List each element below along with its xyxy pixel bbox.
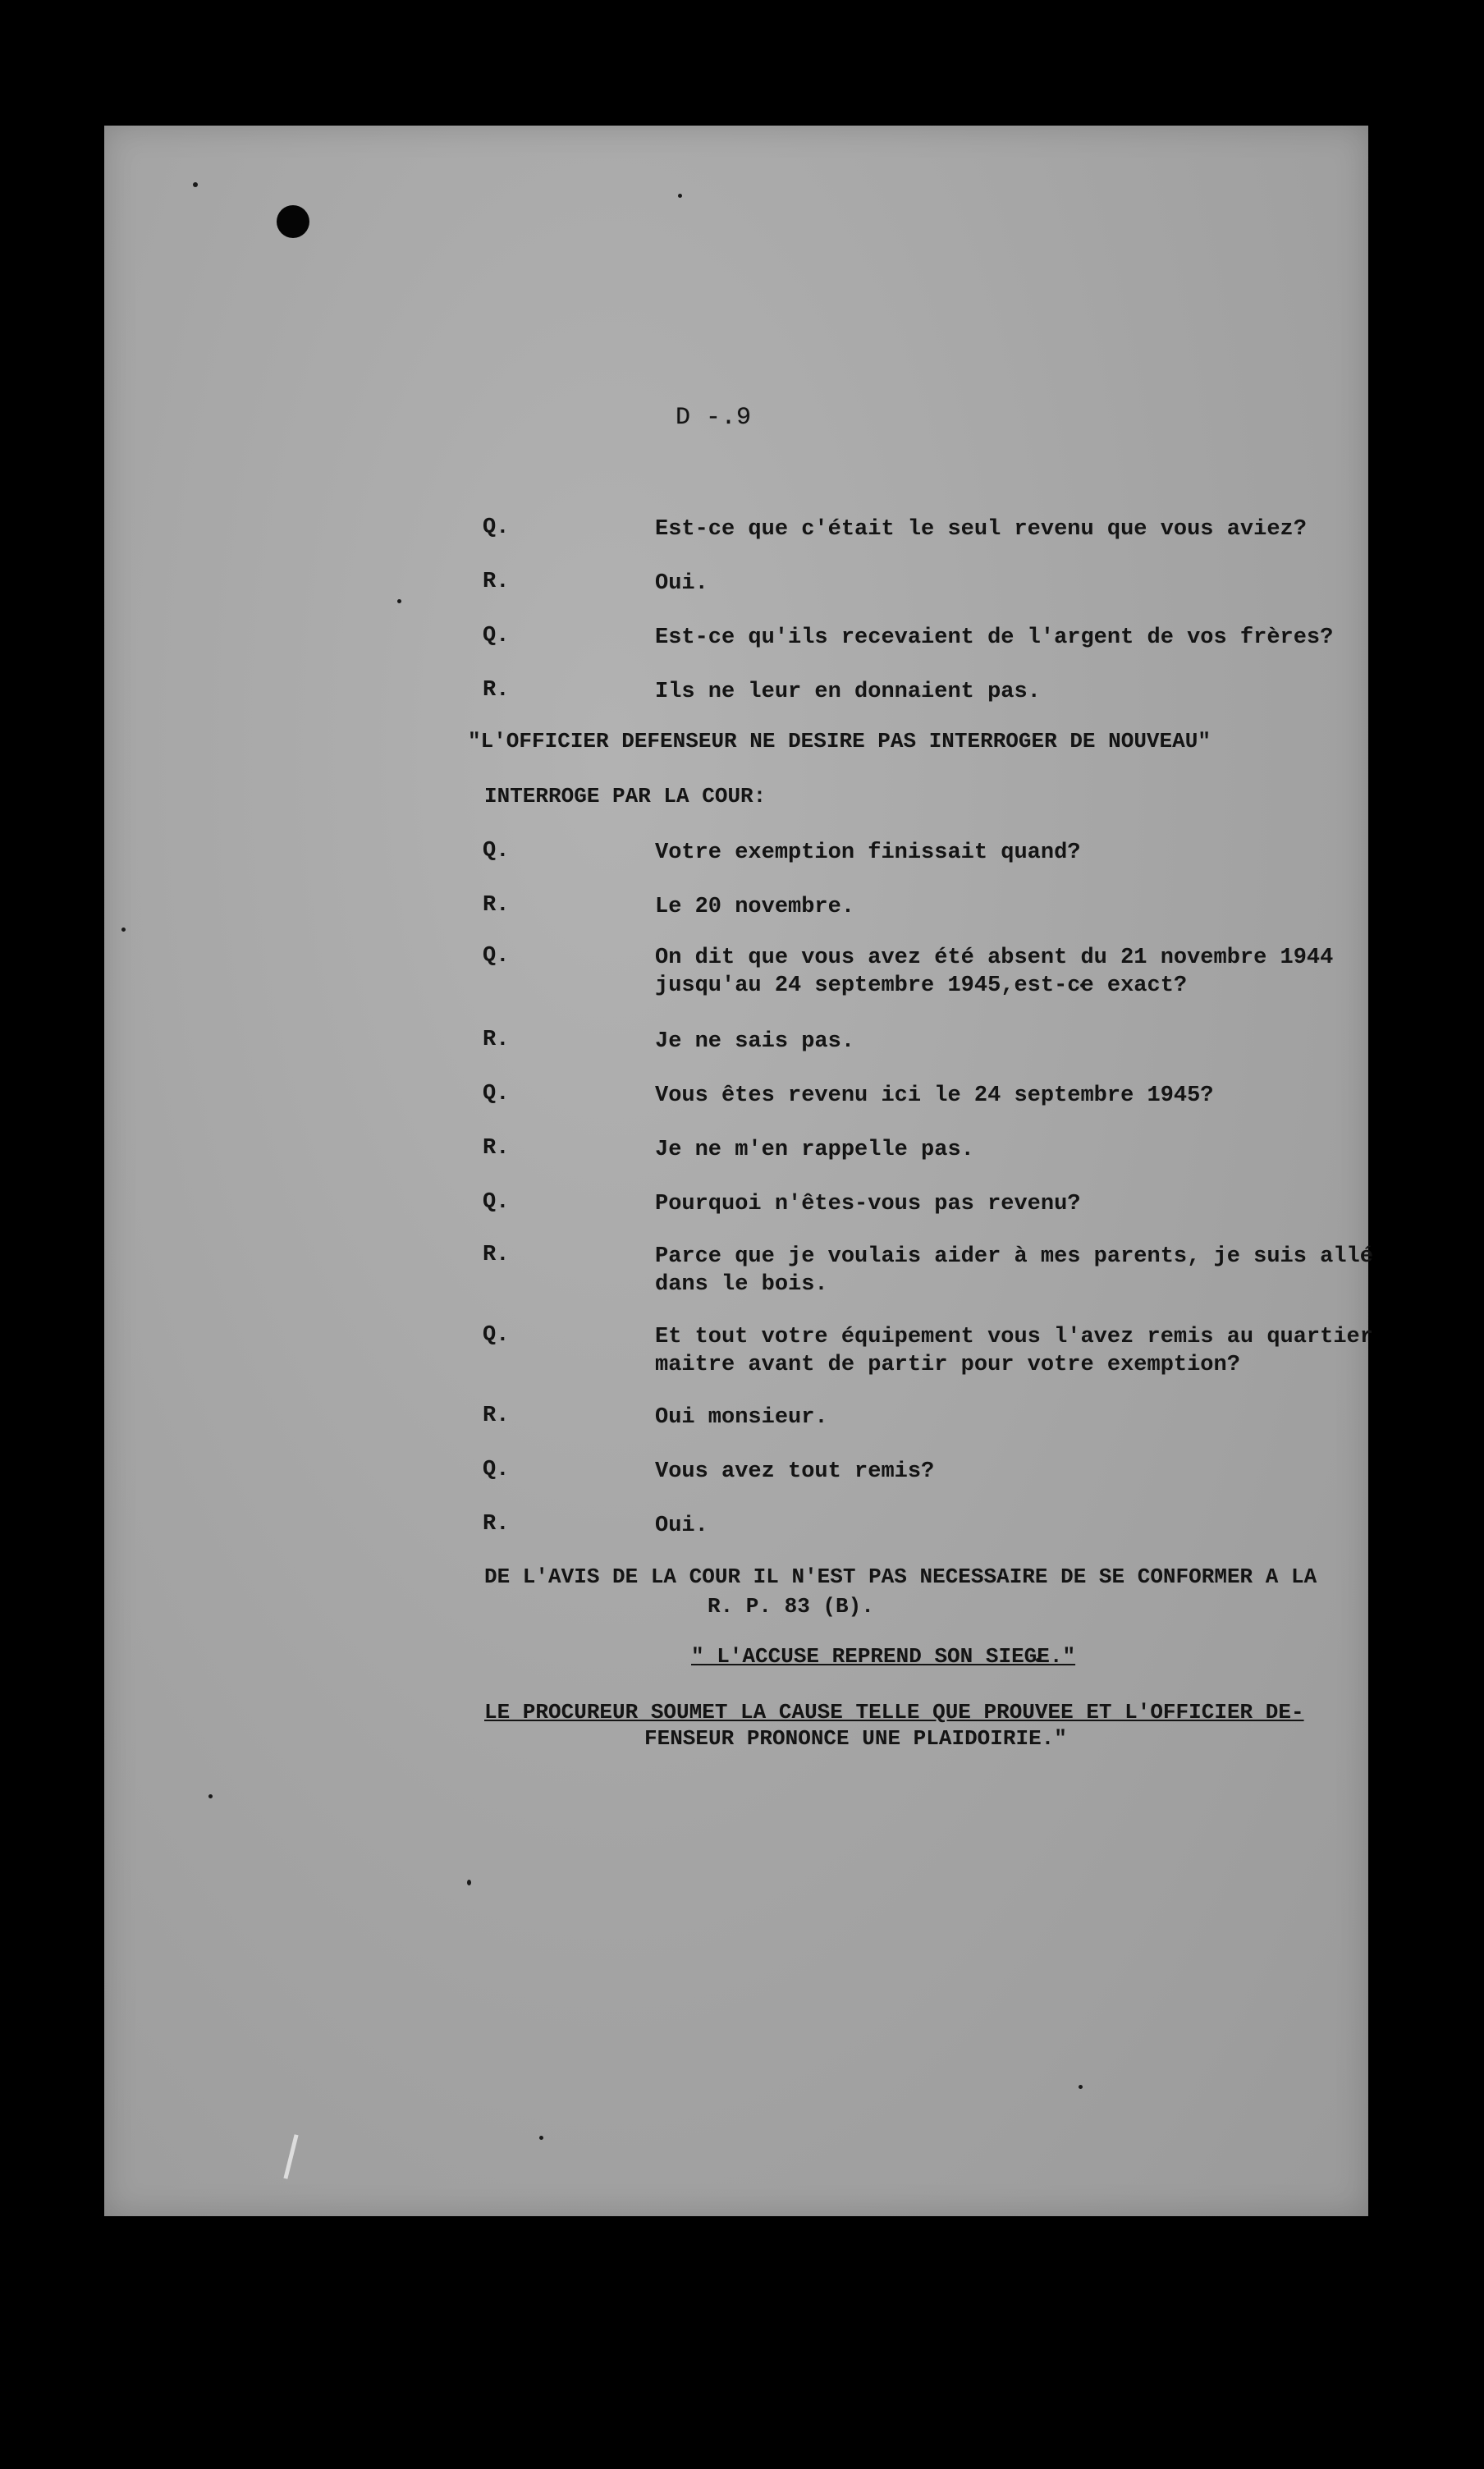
qa-text: Ils ne leur en donnaient pas. xyxy=(655,680,1041,704)
qa-text: Je ne sais pas. xyxy=(655,1029,855,1054)
qa-text: Le 20 novembre. xyxy=(655,895,855,919)
qa-text: Pourquoi n'êtes-vous pas revenu? xyxy=(655,1192,1081,1216)
qa-text: On dit que vous avez été absent du 21 novembre 1944 jusqu'au 24 septembre 1945,est-ce exact? xyxy=(655,946,1334,998)
prosecutor-note-line: FENSEUR PRONONCE UNE PLAIDOIRIE." xyxy=(644,1726,1067,1751)
qa-label: R. xyxy=(483,1028,510,1052)
qa-label: R. xyxy=(483,678,510,703)
qa-label: Q. xyxy=(483,624,510,648)
dust-speck xyxy=(121,928,126,932)
punch-hole xyxy=(277,205,309,238)
dust-speck xyxy=(1079,2085,1083,2089)
court-ruling-reference: R. P. 83 (B). xyxy=(708,1594,874,1619)
court-ruling-line: DE L'AVIS DE LA COUR IL N'EST PAS NECESSAIRE DE SE CONFORMER A LA xyxy=(484,1564,1317,1589)
qa-label: Q. xyxy=(483,1082,510,1106)
qa-label: Q. xyxy=(483,839,510,863)
dust-speck xyxy=(193,182,198,187)
qa-text: Et tout votre équipement vous l'avez remis au quartier maitre avant de partir pour votre exemption? xyxy=(655,1325,1373,1377)
qa-label: R. xyxy=(483,1243,510,1267)
qa-text: Parce que je voulais aider à mes parents, je suis allé dans le bois. xyxy=(655,1244,1373,1297)
dust-speck xyxy=(678,194,682,198)
qa-text: Votre exemption finissait quand? xyxy=(655,841,1081,865)
dust-speck xyxy=(208,1794,213,1798)
paper-sheet xyxy=(104,126,1368,2216)
qa-label: R. xyxy=(483,893,510,918)
defense-note: "L'OFFICIER DEFENSEUR NE DESIRE PAS INTERROGER DE NOUVEAU" xyxy=(468,729,1211,754)
qa-label: R. xyxy=(483,1512,510,1537)
prosecutor-note xyxy=(484,1699,1379,1752)
qa-text: Je ne m'en rappelle pas. xyxy=(655,1138,974,1162)
qa-text: Oui. xyxy=(655,1514,708,1538)
prosecutor-note-line: LE PROCUREUR SOUMET LA CAUSE TELLE QUE PROUVEE ET L'OFFICIER DE- xyxy=(484,1700,1304,1725)
qa-label: R. xyxy=(483,570,510,594)
qa-text: Vous êtes revenu ici le 24 septembre 1945? xyxy=(655,1083,1214,1108)
accused-resumes-seat-note: " L'ACCUSE REPREND SON SIEGE." xyxy=(691,1644,1076,1669)
court-examination-heading: INTERROGE PAR LA COUR: xyxy=(484,784,767,808)
dust-speck xyxy=(397,599,401,603)
qa-label: Q. xyxy=(483,1190,510,1215)
qa-text: Oui monsieur. xyxy=(655,1405,828,1430)
qa-label: R. xyxy=(483,1404,510,1428)
dust-speck xyxy=(467,1880,471,1885)
qa-text: Vous avez tout remis? xyxy=(655,1459,935,1484)
qa-label: Q. xyxy=(483,515,510,540)
court-ruling xyxy=(484,1562,1367,1621)
qa-label: Q. xyxy=(483,1458,510,1482)
qa-label: Q. xyxy=(483,1323,510,1348)
qa-label: R. xyxy=(483,1136,510,1161)
qa-text: Est-ce qu'ils recevaient de l'argent de vos frères? xyxy=(655,625,1334,650)
qa-text: Est-ce que c'était le seul revenu que vous aviez? xyxy=(655,517,1307,542)
dust-speck xyxy=(539,2136,543,2140)
qa-label: Q. xyxy=(483,944,510,969)
page-number: D -.9 xyxy=(676,404,752,432)
qa-text: Oui. xyxy=(655,571,708,596)
